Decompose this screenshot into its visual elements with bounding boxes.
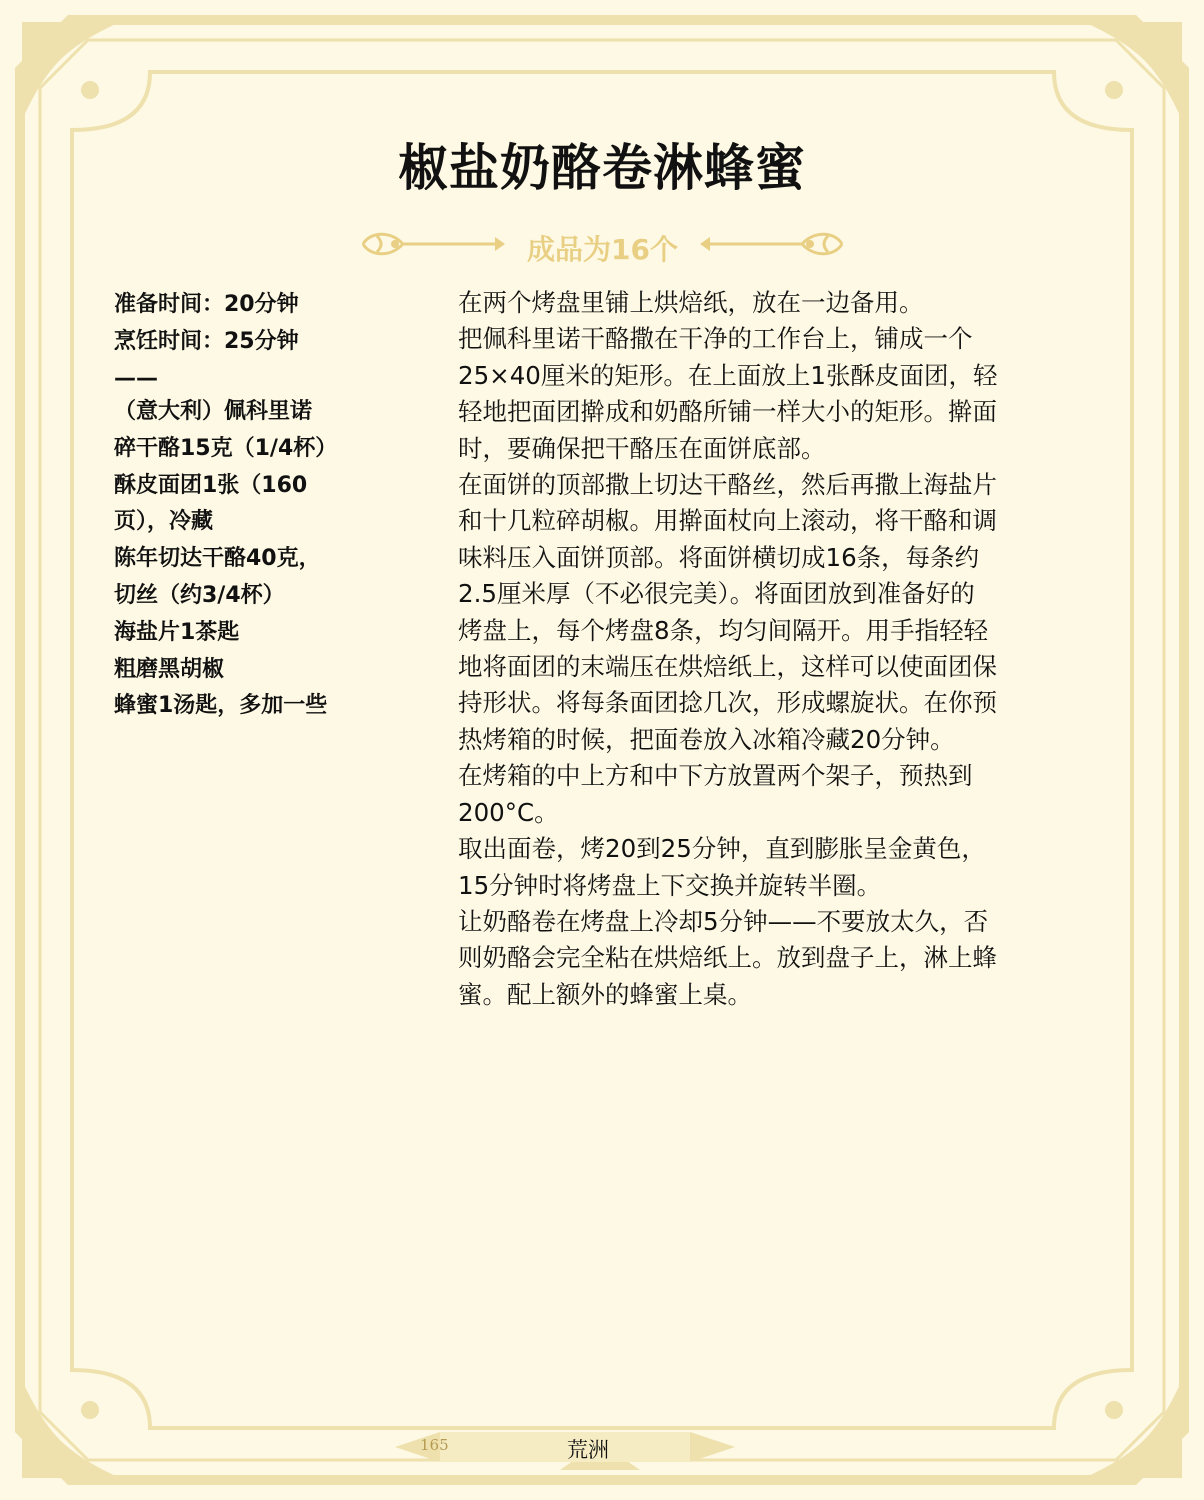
step-line: 200°C。: [458, 797, 559, 827]
step-line: 取出面卷，烤20到25分钟，直到膨胀呈金黄色，: [458, 834, 986, 864]
step-line: 味料压入面饼顶部。将面饼横切成16条，每条约: [458, 542, 980, 572]
step-line: 轻地把面团擀成和奶酪所铺一样大小的矩形。擀面: [458, 397, 997, 427]
yield-label: 成品为16个: [527, 233, 678, 266]
step-line: 热烤箱的时候，把面卷放入冰箱冷藏20分钟。: [458, 724, 955, 754]
cook-time: 烹饪时间：25分钟: [114, 329, 299, 354]
step-line: 和十几粒碎胡椒。用擀面杖向上滚动，将干酪和调: [458, 506, 997, 536]
ingredient-line: 页），冷藏: [114, 509, 214, 535]
step-line: 在面饼的顶部撒上切达干酪丝，然后再撒上海盐片: [458, 470, 997, 500]
ingredient-line: 海盐片1茶匙: [114, 619, 240, 645]
prep-time: 准备时间：20分钟: [114, 292, 299, 317]
ingredient-line: 酥皮面团1张（160: [114, 472, 308, 498]
ingredient-line: 切丝（约3/4杯）: [114, 582, 285, 608]
ingredient-line: 碎干酪15克（1/4杯）: [114, 435, 338, 461]
step-line: 则奶酪会完全粘在烘焙纸上。放到盘子上，淋上蜂: [458, 943, 997, 973]
step-line: 时，要确保把干酪压在面饼底部。: [458, 433, 826, 463]
step-line: 让奶酪卷在烤盘上冷却5分钟——不要放太久，否: [458, 906, 989, 936]
yield-banner: [355, 222, 850, 266]
time-info: [114, 286, 414, 397]
recipe-title: 椒盐奶酪卷淋蜂蜜: [398, 139, 806, 197]
ingredient-line: （意大利）佩科里诺: [114, 399, 313, 424]
page-number: 165: [420, 1436, 449, 1454]
step-line: 地将面团的末端压在烘焙纸上，这样可以使面团保: [458, 652, 997, 682]
ingredient-line: 蜂蜜1汤匙，多加一些: [114, 693, 328, 719]
ingredient-line: 陈年切达干酪40克，: [114, 546, 321, 572]
step-line: 2.5厘米厚（不必很完美）。将面团放到准备好的: [458, 579, 975, 609]
chapter-name: 荒洲: [567, 1438, 609, 1462]
step-line: 烤盘上，每个烤盘8条，均匀间隔开。用手指轻轻: [458, 615, 989, 645]
separator: ——: [114, 366, 158, 391]
step-line: 蜜。配上额外的蜂蜜上桌。: [458, 979, 752, 1009]
ingredient-list: [114, 394, 414, 725]
step-line: 15分钟时将烤盘上下交换并旋转半圈。: [458, 870, 882, 900]
step-line: 在两个烤盘里铺上烘焙纸，放在一边备用。: [458, 288, 924, 317]
step-line: 在烤箱的中上方和中下方放置两个架子，预热到: [458, 761, 973, 791]
step-line: 25×40厘米的矩形。在上面放上1张酥皮面团，轻: [458, 360, 998, 390]
instruction-text: [458, 285, 1088, 1013]
ingredient-line: 粗磨黑胡椒: [114, 656, 225, 682]
step-line: 持形状。将每条面团捻几次，形成螺旋状。在你预: [458, 688, 997, 718]
step-line: 把佩科里诺干酪撒在干净的工作台上，铺成一个: [458, 324, 973, 354]
